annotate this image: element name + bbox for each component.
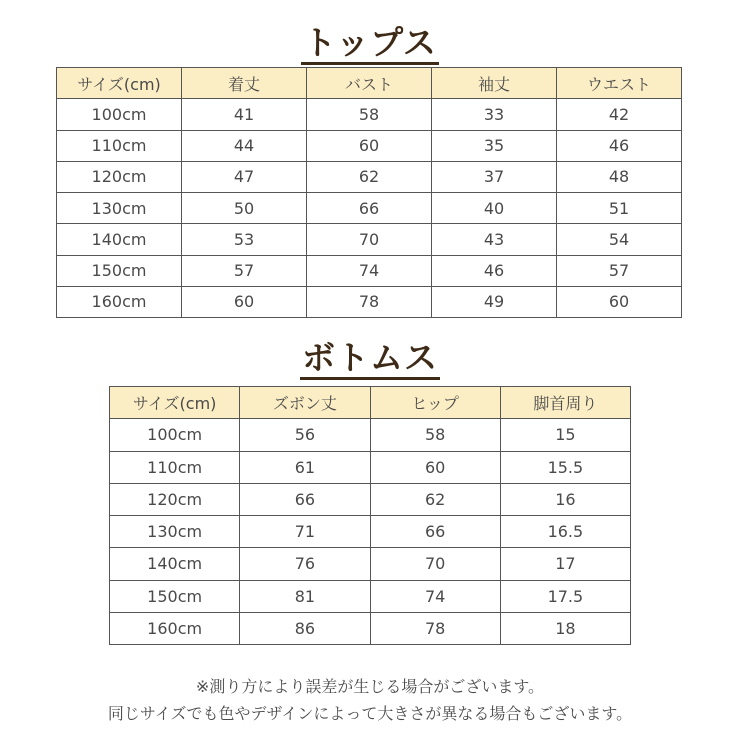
table-cell: 17.5: [500, 580, 630, 612]
table-cell: 58: [370, 419, 500, 451]
table-cell: 62: [307, 161, 432, 192]
table-row: [57, 161, 682, 192]
table-cell: 60: [307, 130, 432, 161]
header-cell: サイズ(cm): [110, 387, 240, 419]
table-cell: 66: [370, 516, 500, 548]
table-cell: 140cm: [57, 224, 182, 255]
table-cell: 17: [500, 548, 630, 580]
table-cell: 35: [432, 130, 557, 161]
bottoms-title-block: [0, 340, 740, 380]
table-row: [57, 255, 682, 286]
bottoms-size-table: [109, 386, 631, 645]
table-cell: 74: [370, 580, 500, 612]
table-row: [57, 193, 682, 224]
table-cell: 70: [307, 224, 432, 255]
table-cell: 16.5: [500, 516, 630, 548]
table-cell: 56: [240, 419, 370, 451]
size-variation-note: 同じサイズでも色やデザインによって大きさが異なる場合もございます。: [107, 704, 633, 723]
tops-size-table: [56, 67, 682, 318]
table-cell: 18: [500, 612, 630, 644]
table-cell: 110cm: [110, 451, 240, 483]
table-header-row: [110, 387, 631, 419]
table-row: [110, 419, 631, 451]
table-cell: 48: [557, 161, 682, 192]
table-cell: 60: [557, 286, 682, 317]
header-cell: サイズ(cm): [57, 68, 182, 99]
table-cell: 50: [182, 193, 307, 224]
table-cell: 57: [182, 255, 307, 286]
table-cell: 71: [240, 516, 370, 548]
table-cell: 66: [307, 193, 432, 224]
table-cell: 53: [182, 224, 307, 255]
table-cell: 74: [307, 255, 432, 286]
tops-title: トップス: [301, 25, 439, 65]
table-cell: 81: [240, 580, 370, 612]
table-cell: 58: [307, 99, 432, 130]
table-cell: 40: [432, 193, 557, 224]
header-cell: ウエスト: [557, 68, 682, 99]
table-cell: 60: [182, 286, 307, 317]
table-row: [110, 516, 631, 548]
table-cell: 86: [240, 612, 370, 644]
table-cell: 150cm: [110, 580, 240, 612]
table-cell: 100cm: [110, 419, 240, 451]
table-cell: 150cm: [57, 255, 182, 286]
table-cell: 33: [432, 99, 557, 130]
table-cell: 120cm: [57, 161, 182, 192]
table-row: [110, 580, 631, 612]
header-cell: 着丈: [182, 68, 307, 99]
table-cell: 130cm: [57, 193, 182, 224]
table-cell: 15: [500, 419, 630, 451]
table-cell: 66: [240, 483, 370, 515]
table-row: [57, 130, 682, 161]
table-cell: 130cm: [110, 516, 240, 548]
table-cell: 44: [182, 130, 307, 161]
table-cell: 78: [370, 612, 500, 644]
table-cell: 47: [182, 161, 307, 192]
table-cell: 46: [557, 130, 682, 161]
tops-title-block: [0, 25, 740, 65]
table-cell: 60: [370, 451, 500, 483]
table-cell: 42: [557, 99, 682, 130]
table-cell: 37: [432, 161, 557, 192]
table-cell: 46: [432, 255, 557, 286]
bottoms-title: ボトムス: [300, 340, 440, 380]
table-header-row: [57, 68, 682, 99]
table-cell: 15.5: [500, 451, 630, 483]
table-cell: 62: [370, 483, 500, 515]
header-cell: 袖丈: [432, 68, 557, 99]
table-cell: 51: [557, 193, 682, 224]
table-cell: 70: [370, 548, 500, 580]
table-cell: 120cm: [110, 483, 240, 515]
table-cell: 54: [557, 224, 682, 255]
table-row: [57, 224, 682, 255]
table-row: [110, 483, 631, 515]
table-cell: 78: [307, 286, 432, 317]
table-cell: 100cm: [57, 99, 182, 130]
table-cell: 76: [240, 548, 370, 580]
table-cell: 41: [182, 99, 307, 130]
table-row: [57, 286, 682, 317]
table-cell: 140cm: [110, 548, 240, 580]
table-cell: 43: [432, 224, 557, 255]
table-row: [110, 451, 631, 483]
header-cell: ズボン丈: [240, 387, 370, 419]
table-row: [57, 99, 682, 130]
table-cell: 49: [432, 286, 557, 317]
table-cell: 160cm: [57, 286, 182, 317]
measurement-note: ※測り方により誤差が生じる場合がございます。: [195, 677, 545, 696]
table-cell: 16: [500, 483, 630, 515]
table-cell: 57: [557, 255, 682, 286]
header-cell: バスト: [307, 68, 432, 99]
table-cell: 61: [240, 451, 370, 483]
header-cell: ヒップ: [370, 387, 500, 419]
header-cell: 脚首周り: [500, 387, 630, 419]
table-cell: 160cm: [110, 612, 240, 644]
table-row: [110, 548, 631, 580]
table-row: [110, 612, 631, 644]
table-cell: 110cm: [57, 130, 182, 161]
